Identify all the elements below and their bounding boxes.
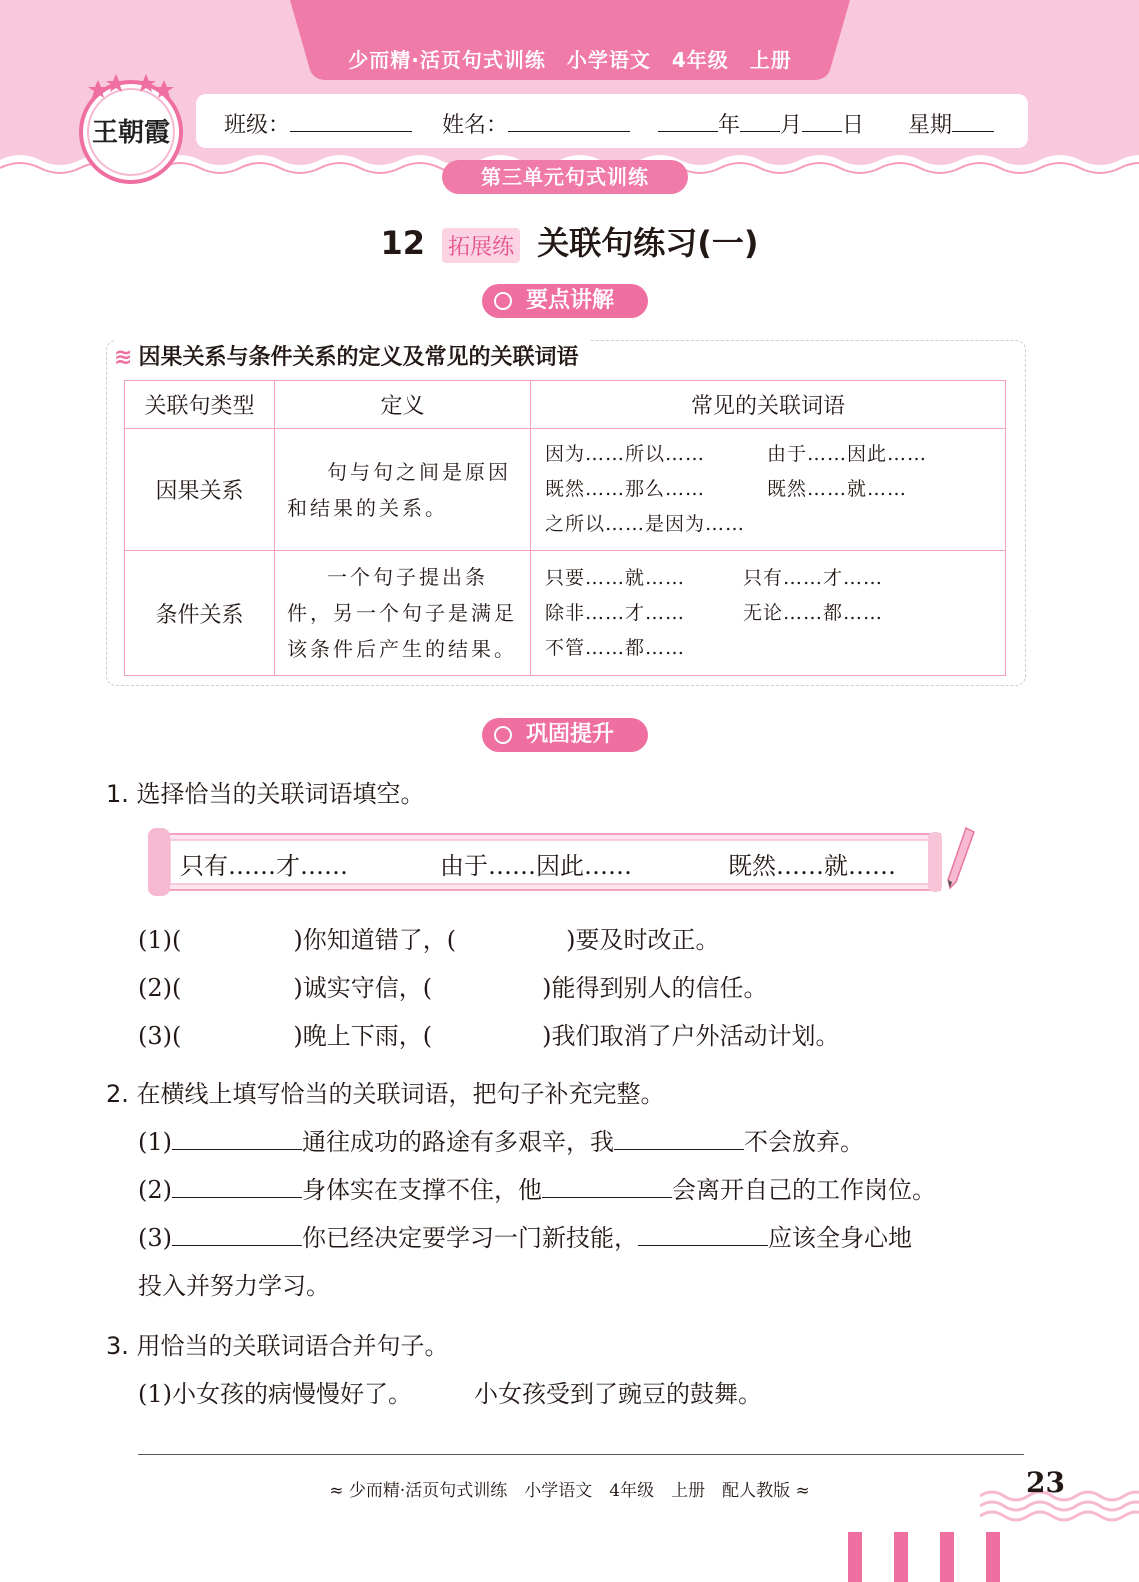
question-2-item-3: (3) 你已经决定要学习一门新技能， 应该全身心地 [138, 1224, 912, 1252]
lesson-number: 12 [380, 224, 425, 262]
relation-words: 只要……就…… 只有……才…… 除非……才…… 无论……都…… 不管……都…… [531, 551, 1006, 676]
relation-type: 条件关系 [125, 551, 275, 676]
medal-icon [494, 726, 512, 744]
question-1-item-1: (1)( )你知道错了，( )要及时改正。 [138, 926, 720, 954]
medal-icon [494, 292, 512, 310]
question-2-item-2: (2) 身体实在支撑不住，他 会离开自己的工作岗位。 [138, 1176, 936, 1204]
lesson-name: 关联句练习(一) [537, 224, 759, 262]
weekday-field[interactable]: 星期 [908, 108, 994, 139]
relation-definition: 句与句之间是原因和结果的关系。 [275, 429, 531, 551]
date-field[interactable]: 年 月 日 [658, 108, 864, 139]
relation-definition: 一个句子提出条件，另一个句子是满足该条件后产生的结果。 [275, 551, 531, 676]
relation-type: 因果关系 [125, 429, 275, 551]
unit-title: 第三单元句式训练 [442, 160, 688, 194]
word-option: 只有……才…… [180, 852, 348, 880]
word-option: 既然……就…… [728, 852, 896, 880]
answer-blank[interactable] [542, 1176, 672, 1198]
answer-blank[interactable] [638, 1224, 768, 1246]
series-title: 少而精·活页句式训练 小学语文 4年级 上册 [348, 48, 792, 72]
question-3-item-1: (1)小女孩的病慢慢好了。 小女孩受到了豌豆的鼓舞。 [138, 1380, 762, 1408]
class-field[interactable]: 班级： [224, 108, 412, 139]
student-info-box [196, 94, 1028, 148]
column-header: 常见的关联词语 [531, 381, 1006, 429]
word-option: 由于……因此…… [440, 852, 632, 880]
question-1-item-3: (3)( )晚上下雨，( )我们取消了户外活动计划。 [138, 1022, 840, 1050]
answer-blank[interactable] [172, 1176, 302, 1198]
lesson-tag: 拓展练 [442, 228, 520, 263]
pencil-icon [944, 826, 976, 892]
table-header-row [125, 381, 1006, 429]
relation-words: 因为……所以…… 由于……因此…… 既然……那么…… 既然……就…… 之所以……是因为…… [531, 429, 1006, 551]
section-key-points: 要点讲解 [482, 284, 648, 318]
question-2-item-3-continued: 投入并努力学习。 [138, 1272, 330, 1300]
key-points-table [124, 380, 1006, 676]
table-row [125, 429, 1006, 551]
table-row [125, 551, 1006, 676]
question-2-item-1: (1) 通往成功的路途有多艰辛，我 不会放弃。 [138, 1128, 864, 1156]
page-number: 23 [1026, 1466, 1065, 1499]
question-1-title: 1. 选择恰当的关联词语填空。 [106, 780, 425, 808]
column-header: 关联句类型 [125, 381, 275, 429]
footer-series: ≈ 少而精·活页句式训练 小学语文 4年级 上册 配人教版 ≈ [329, 1481, 810, 1501]
question-3-title: 3. 用恰当的关联词语合并句子。 [106, 1332, 449, 1360]
lesson-title [0, 218, 1139, 264]
waves-icon: ≋ [114, 345, 133, 370]
answer-blank[interactable] [172, 1128, 302, 1150]
name-field[interactable]: 姓名： [442, 108, 630, 139]
key-points-heading: ≋ 因果关系与条件关系的定义及常见的关联词语 [114, 340, 590, 371]
answer-blank[interactable] [614, 1128, 744, 1150]
section-consolidate: 巩固提升 [482, 718, 648, 752]
column-header: 定义 [275, 381, 531, 429]
footer-bars-decoration [846, 1532, 1006, 1582]
brand-logo-text: 王朝霞 [91, 118, 170, 148]
footer-divider [138, 1454, 1024, 1455]
question-1-item-2: (2)( )诚实守信，( )能得到别人的信任。 [138, 974, 768, 1002]
answer-blank[interactable] [172, 1224, 302, 1246]
question-2-title: 2. 在横线上填写恰当的关联词语，把句子补充完整。 [106, 1080, 665, 1108]
